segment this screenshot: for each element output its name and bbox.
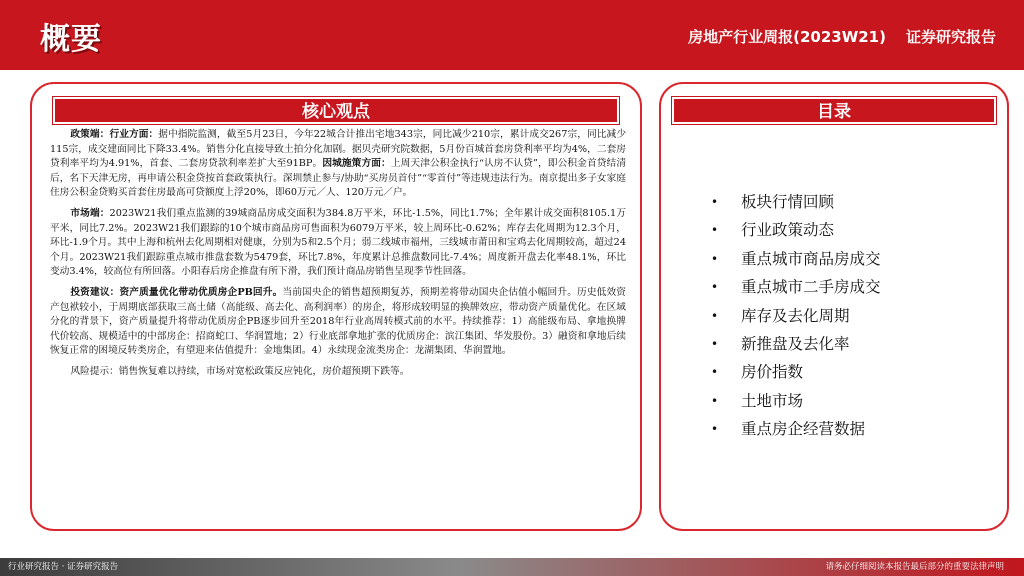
market-paragraph — [50, 207, 626, 280]
market-text: 2023W21我们重点监测的39城商品房成交面积为384.8万平米，环比-1.5%，同比1.7%；全年累计成交面积8105.1万平米，同比7.2%。2023W21我们跟踪的10个城市商品房可售面积为6079万平米，较上周环比-0.62%；库存去化周期为12.3个月，环比-1.9个月。其中上海和杭州去化周期相对健康，分别为5和2.5个月；弱二线城市福州，三线城市莆田和宝鸡去化周期较高，超过24个月。2023W21我们跟踪重点城市推盘套数为5479套，环比7.8%，年度累计总推盘数同比-7.4%；周度新开盘去化率48.1%，环比变动3.4%，较高位有所回落。小阳春后房企推盘有所下滑，我们预计商品房销售呈现季节性回落。 — [50, 207, 627, 278]
report-type: 证券研究报告 — [905, 28, 996, 46]
risk-paragraph: 风险提示：销售恢复难以持续，市场对宽松政策反应钝化，房价超预期下跌等。 — [70, 365, 410, 377]
market-label: 市场端： — [70, 207, 110, 219]
report-heading — [688, 26, 996, 47]
legal-disclaimer-link[interactable]: 请务必仔细阅读本报告最后部分的重要法律声明 — [825, 562, 1004, 572]
toc-item[interactable]: • 土地市场 — [707, 387, 997, 415]
toc-item[interactable]: • 库存及去化周期 — [707, 302, 997, 330]
page-title: 概要 — [40, 22, 102, 57]
bullet-icon: • — [711, 393, 719, 408]
toc-item[interactable]: • 重点城市商品房成交 — [707, 245, 997, 273]
toc-item[interactable]: • 房价指数 — [707, 358, 997, 386]
toc-title: 目录 — [672, 97, 996, 124]
bullet-icon: • — [711, 195, 719, 209]
toc-item[interactable]: • 新推盘及去化率 — [707, 330, 997, 358]
core-views-panel — [30, 82, 642, 531]
bullet-icon: • — [711, 365, 719, 380]
bullet-icon: • — [711, 223, 719, 238]
policy-text-industry: 据中指院监测，截至5月23日，今年22城合计推出宅地343宗，同比减少210宗，累计成交267宗，同比减少115宗，成交建面同比下降33.4%。销售分化直接导致土拍分化加剧。据贝壳研究院数据，5月份百城首套房贷利率平均为4%，二套房贷利率平均为4.91%，首套、二套房贷款利率差扩大至91BP。 — [50, 129, 627, 170]
bullet-icon: • — [711, 336, 719, 351]
industry-label: 行业方面： — [109, 129, 159, 140]
core-views-content — [50, 128, 626, 386]
policy-paragraph — [50, 128, 626, 201]
toc-item[interactable]: • 重点城市二手房成交 — [707, 273, 997, 301]
footer-left-text: 行业研究报告 · 证券研究报告 — [8, 562, 119, 572]
advice-label: 投资建议：资产质量优化带动优质房企PB回升。 — [70, 286, 283, 298]
bullet-icon: • — [711, 308, 719, 323]
toc-panel — [659, 82, 1009, 531]
toc-item[interactable]: • 板块行情回顾 — [707, 188, 997, 216]
report-name: 房地产行业周报(2023W21) — [688, 28, 886, 46]
advice-paragraph — [50, 286, 626, 359]
advice-text: 当前国央企的销售超预期复苏，预期差将带动国央企估值小幅回升。历史低效资产包袱较小，于周期底部获取三高土储（高能级、高去化、高利润率）的房企，将形成较明显的换牌效应，带动资产质量优化。在区域分化的背景下，资产质量提升将带动优质房企PB逐步回升至2018年行业高周转模式前的水平。持续推荐：1）高能级布局、拿地换牌代价较高、规模适中的中部房企：招商蛇口、华润置地；2）行业底部拿地扩张的优质房企：滨江集团、华发股份。3）融资和拿地后续恢复正常的困境反转类房企，有望迎来估值提升：金地集团。4）永续现金流类房企：龙湖集团、华润置地。 — [50, 286, 626, 357]
bullet-icon: • — [711, 280, 719, 295]
toc-list — [707, 188, 997, 444]
policy-text-city: 上周天津公积金执行“认房不认贷”，即公积金首贷结清后，名下天津无房，再申请公积金贷按首套政策执行。深圳禁止参与/协助“买房员首付”“零首付”等违规违法行为。南京提出多子女家庭住房公积金贷购买首套住房最高可贷额度上浮20%，即60万元／人、120万元／户。 — [50, 158, 627, 199]
footer-bar — [0, 558, 1024, 576]
bullet-icon: • — [711, 251, 719, 266]
bullet-icon: • — [711, 422, 719, 437]
header-bar — [0, 0, 1024, 70]
core-views-title: 核心观点 — [53, 97, 619, 124]
policy-label: 政策端： — [70, 129, 110, 140]
toc-item[interactable]: • 行业政策动态 — [707, 216, 997, 244]
toc-item[interactable]: • 重点房企经营数据 — [707, 415, 997, 443]
city-policy-label: 因城施策方面： — [322, 158, 391, 170]
